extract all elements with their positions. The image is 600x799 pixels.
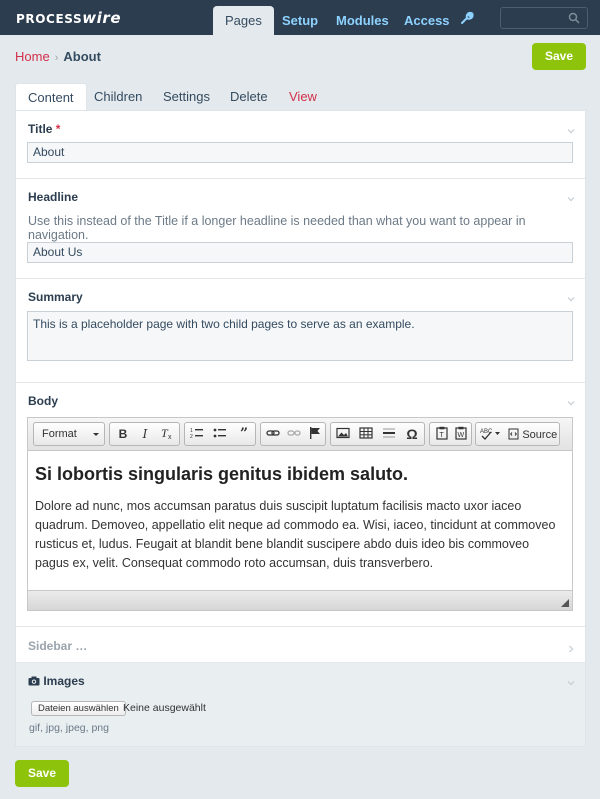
nav-modules[interactable]: Modules [336, 13, 389, 28]
tab-settings[interactable]: Settings [163, 89, 210, 104]
tab-content[interactable]: Content [15, 83, 87, 111]
choose-files-button[interactable]: Dateien auswählen [31, 701, 126, 716]
paste-group [429, 422, 472, 446]
remove-format-icon[interactable] [159, 426, 175, 442]
logo-wire-text: wire [82, 9, 122, 27]
bulleted-list-icon[interactable] [212, 426, 228, 442]
chevron-down-icon [93, 433, 99, 436]
breadcrumb [15, 49, 101, 64]
chevron-down-icon[interactable] [567, 675, 575, 683]
svg-text:ABC: ABC [480, 429, 493, 435]
paste-word-icon[interactable] [453, 426, 469, 442]
field-summary [16, 279, 585, 383]
nav-pages[interactable]: Pages [213, 6, 274, 35]
blockquote-icon[interactable]: ” [239, 426, 249, 442]
save-button-bottom[interactable]: Save [15, 760, 69, 787]
insert-group [330, 422, 425, 446]
body-heading: Si lobortis singularis genitus ibidem saluto. [35, 464, 409, 484]
wrench-icon[interactable] [460, 11, 474, 25]
spellcheck-icon[interactable] [479, 426, 503, 442]
camera-icon [28, 675, 40, 689]
link-group [260, 422, 326, 446]
format-dropdown[interactable] [33, 422, 105, 446]
svg-text:T: T [439, 432, 444, 439]
editor-content[interactable] [28, 452, 572, 590]
numbered-list-icon[interactable] [189, 426, 205, 442]
summary-textarea[interactable]: This is a placeholder page with two child pages to serve as an example. [27, 311, 573, 361]
list-group [184, 422, 256, 446]
paste-text-icon[interactable] [434, 426, 450, 442]
svg-text:T: T [161, 426, 168, 440]
format-label: Format [42, 428, 77, 440]
nav-access[interactable]: Access [404, 13, 450, 28]
editor-statusbar [28, 590, 572, 610]
svg-text:1: 1 [190, 428, 193, 434]
logo-process-text: PROCESS [16, 12, 83, 26]
file-status-text: Keine ausgewählt [123, 702, 206, 714]
unlink-icon[interactable] [286, 426, 302, 442]
chevron-down-icon[interactable] [567, 291, 575, 299]
title-label[interactable]: Title * [28, 122, 61, 136]
save-button-top[interactable]: Save [532, 43, 586, 70]
tab-children[interactable]: Children [94, 89, 143, 104]
nav-setup[interactable]: Setup [282, 13, 319, 28]
chevron-down-icon[interactable] [567, 123, 575, 131]
field-title [16, 111, 585, 179]
body-paragraph: Dolore ad nunc, mos accumsan paratus duis suscipit luptatum facilisis macto uxor iaceo quadrum. Demoveo, appellatio elit neque ad commodo ea. Wisi, iaceo, tincidunt at commoveo rusticus et, ludus. Feugait at blandit bene blandit suscipere abdo duis ideo bis commoveo pagus ex, velit. Consequat commodo roto accumsan, duis transverbero. [35, 499, 556, 570]
resize-handle[interactable] [561, 599, 569, 607]
search-input[interactable] [500, 7, 588, 29]
field-headline [16, 179, 585, 279]
tab-delete[interactable]: Delete [230, 89, 268, 104]
breadcrumb-separator: › [54, 52, 59, 64]
required-marker: * [55, 122, 61, 136]
field-body [16, 383, 585, 627]
special-character-icon[interactable]: Ω [406, 426, 418, 442]
link-icon[interactable] [265, 426, 281, 442]
chevron-down-icon[interactable] [567, 191, 575, 199]
svg-text:x: x [168, 434, 172, 440]
source-button[interactable] [508, 426, 558, 442]
headline-input[interactable]: About Us [27, 242, 573, 263]
anchor-flag-icon[interactable] [307, 426, 323, 442]
field-sidebar[interactable] [16, 627, 585, 663]
italic-icon[interactable]: I [142, 427, 148, 441]
images-label[interactable]: Images [28, 674, 85, 689]
processwire-logo[interactable] [16, 9, 121, 27]
headline-label[interactable]: Headline [28, 190, 79, 204]
body-label[interactable]: Body [28, 394, 58, 408]
allowed-file-types: gif, jpg, jpeg, png [29, 722, 109, 734]
breadcrumb-home[interactable]: Home [15, 49, 50, 64]
source-icon [508, 428, 519, 444]
svg-text:2: 2 [190, 434, 193, 440]
image-icon[interactable] [335, 426, 351, 442]
tools-group [475, 422, 560, 446]
chevron-right-icon[interactable] [567, 641, 575, 649]
page-edit-form [15, 110, 586, 747]
summary-label[interactable]: Summary [28, 290, 83, 304]
source-label: Source [522, 429, 558, 441]
horizontal-rule-icon[interactable] [381, 426, 397, 442]
svg-text:W: W [457, 432, 465, 439]
editor-toolbar [28, 418, 572, 451]
headline-description: Use this instead of the Title if a longer headline is needed than what you want to appear in navigation. [28, 214, 526, 242]
rich-text-editor [27, 417, 573, 611]
title-input[interactable]: About [27, 142, 573, 163]
bold-icon[interactable]: B [118, 427, 128, 441]
chevron-down-icon[interactable] [567, 395, 575, 403]
sidebar-label[interactable]: Sidebar … [28, 639, 88, 653]
top-bar [0, 0, 600, 35]
tab-view[interactable]: View [289, 89, 317, 104]
basic-styles-group [109, 422, 180, 446]
table-icon[interactable] [358, 426, 374, 442]
page-title: About [63, 49, 101, 64]
field-images [16, 663, 585, 746]
